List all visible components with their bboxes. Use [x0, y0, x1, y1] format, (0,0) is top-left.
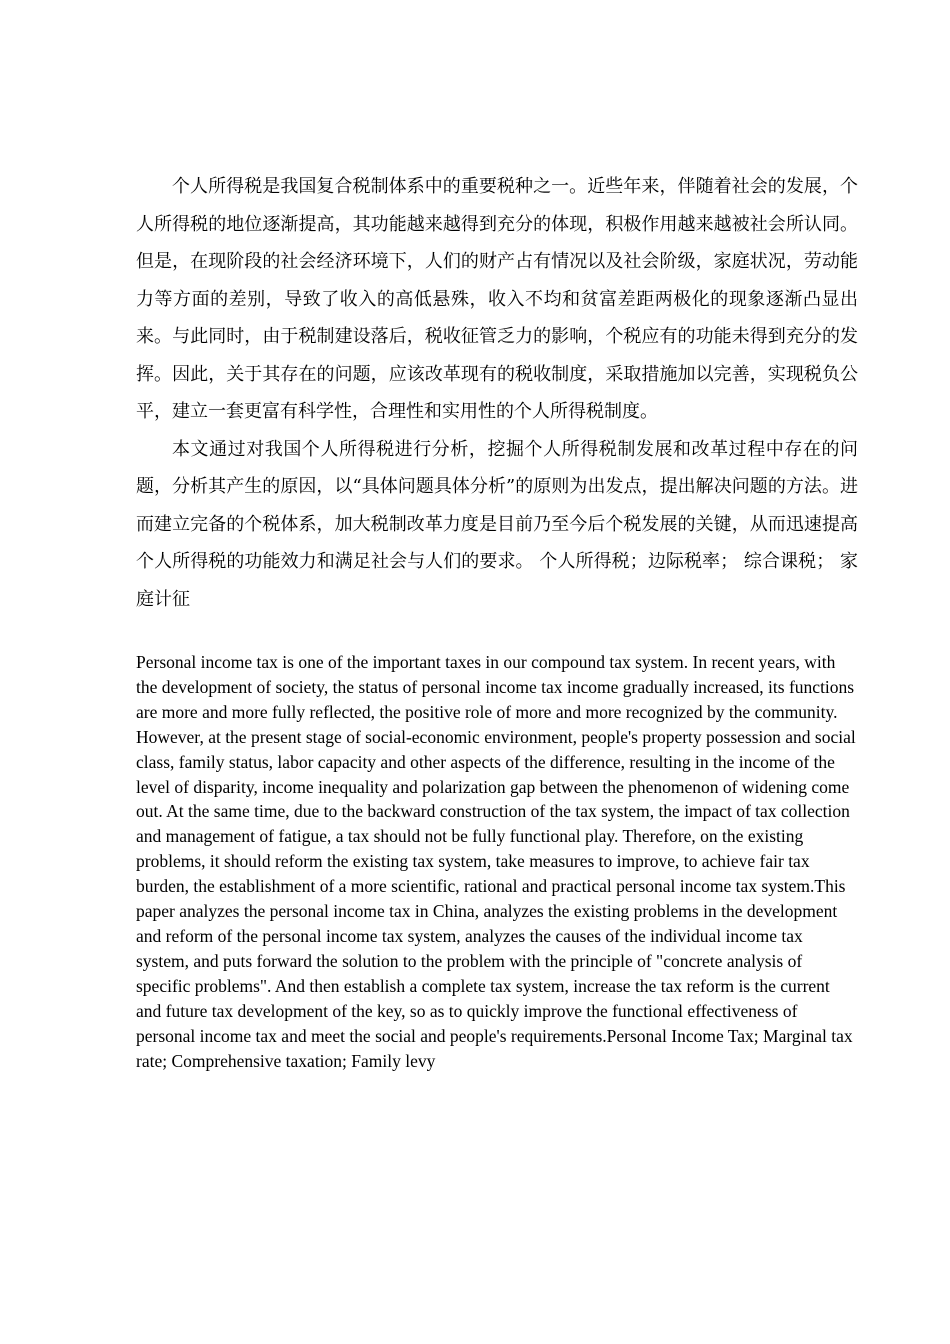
chinese-abstract-paragraph-2-text: 本文通过对我国个人所得税进行分析，挖掘个人所得税制发展和改革过程中存在的问题，分析其产生的原因，以“具体问题具体分析”的原则为出发点，提出解决问题的方法。进而建立完备的个税体系，加大税制改革力度是目前乃至今后个税发展的关键，从而迅速提高个人所得税的功能效力和满足社会与人们的要求。 — [136, 438, 858, 572]
chinese-abstract — [136, 168, 858, 618]
chinese-abstract-paragraph-2 — [136, 431, 858, 619]
english-abstract — [136, 650, 858, 1073]
english-abstract-text: Personal income tax is one of the important taxes in our compound tax system. In recent years, with the development of society, the status of personal income tax income gradually increased, its functions are more and more fully reflected, the positive role of more and more recognized by the community. However, at the present stage of social-economic environment, people's property possession and social class, family status, labor capacity and other aspects of the difference, resulting in the income of the level of disparity, income inequality and polarization gap between the phenomenon of widening come out. At the same time, due to the backward construction of the tax system, the impact of tax collection and management of fatigue, a tax should not be fully functional play. Therefore, on the existing problems, it should reform the existing tax system, take measures to improve, to achieve fair tax burden, the establishment of a more scientific, rational and practical personal income tax system.This paper analyzes the personal income tax in China, analyzes the existing problems in the development and reform of the personal income tax system, analyzes the causes of the individual income tax system, and puts forward the solution to the problem with the principle of "concrete analysis of specific problems". And then establish a complete tax system, increase the tax reform is the current and future tax development of the key, so as to quickly improve the functional effectiveness of personal income tax and meet the social and people's requirements.Personal Income Tax; Marginal tax rate; Comprehensive taxation; Family levy — [136, 652, 856, 1071]
chinese-abstract-paragraph-1: 个人所得税是我国复合税制体系中的重要税种之一。近些年来，伴随着社会的发展，个人所得税的地位逐渐提高，其功能越来越得到充分的体现，积极作用越来越被社会所认同。但是，在现阶段的社会经济环境下，人们的财产占有情况以及社会阶级，家庭状况，劳动能力等方面的差别，导致了收入的高低悬殊，收入不均和贫富差距两极化的现象逐渐凸显出来。与此同时，由于税制建设落后，税收征管乏力的影响，个税应有的功能未得到充分的发挥。因此，关于其存在的问题，应该改革现有的税收制度，采取措施加以完善，实现税负公平，建立一套更富有科学性，合理性和实用性的个人所得税制度。 — [136, 176, 858, 422]
chinese-keywords: 个人所得税；边际税率； 综合课税； 家庭计征 — [136, 551, 858, 610]
